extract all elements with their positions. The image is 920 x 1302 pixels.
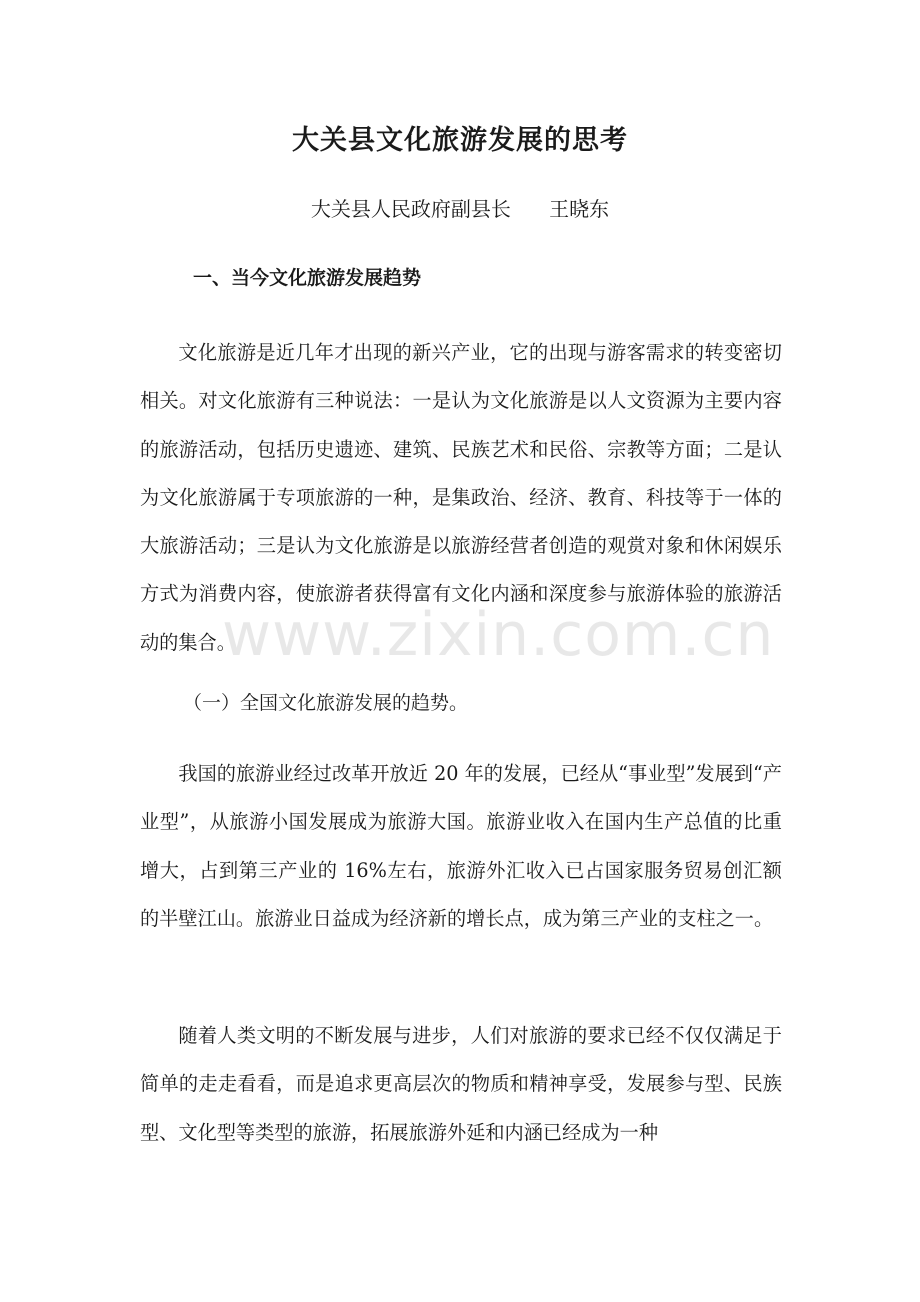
body-paragraph-3: 随着人类文明的不断发展与进步，人们对旅游的要求已经不仅仅满足于简单的走走看看，而是追求更高层次的物质和精神享受，发展参与型、民族型、文化型等类型的旅游，拓展旅游外延和内涵已经成为一种 <box>140 1024 782 1144</box>
body-paragraph-2: 我国的旅游业经过改革开放近 20 年的发展，已经从“事业型”发展到“产业型”，从旅游小国发展成为旅游大国。旅游业收入在国内生产总值的比重增大，占到第三产业的 16%左右，旅游外汇收入已占国家服务贸易创汇额的半壁江山。旅游业日益成为经济新的增长点，成为第三产业的支柱之一。 <box>140 762 782 930</box>
document-title: 大关县文化旅游发展的思考 <box>292 125 628 156</box>
watermark: www.zixin.com.cn <box>222 600 775 670</box>
author-byline: 大关县人民政府副县长 王晓东 <box>310 197 610 221</box>
section-heading: 一、当今文化旅游发展趋势 <box>193 267 422 289</box>
body-paragraph-1: 文化旅游是近几年才出现的新兴产业，它的出现与游客需求的转变密切相关。对文化旅游有三种说法：一是认为文化旅游是以人文资源为主要内容的旅游活动，包括历史遗迹、建筑、民族艺术和民俗、宗教等方面；二是认为文化旅游属于专项旅游的一种，是集政治、经济、教育、科技等于一体的大旅游活动；三是认为文化旅游是以旅游经营者创造的观赏对象和休闲娱乐方式为消费内容，使旅游者获得富有文化内涵和深度参与旅游体验的旅游活动的集合。 <box>140 341 782 654</box>
sub-heading: （一）全国文化旅游发展的趋势。 <box>183 692 469 714</box>
